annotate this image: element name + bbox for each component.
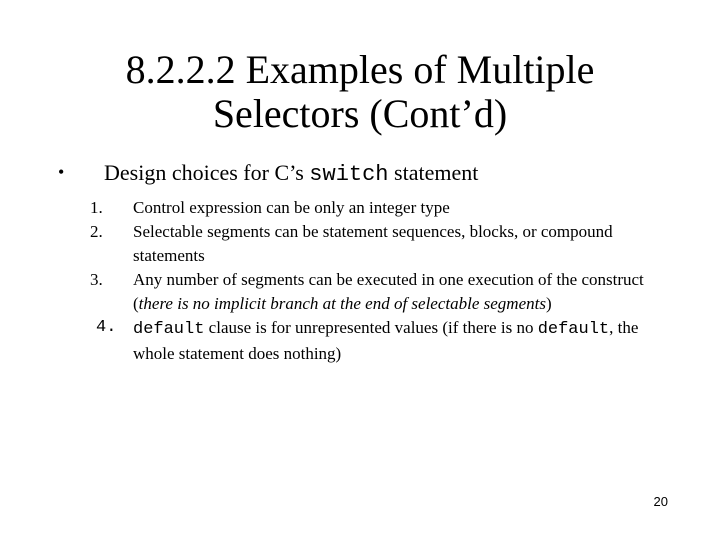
list-item-number: 4. bbox=[96, 318, 117, 337]
list-item-italic-text: there is no implicit branch at the end of selectable segments bbox=[138, 294, 546, 313]
title-line-2: Selectors (Cont’d) bbox=[212, 91, 508, 136]
title-line-1: 8.2.2.2 Examples of Multiple bbox=[125, 47, 595, 92]
list-item bbox=[0, 220, 720, 268]
list-item-text-mid: clause is for unrepresented values (if there is no bbox=[204, 318, 538, 337]
code-default: default bbox=[133, 320, 205, 339]
page-number: 20 bbox=[653, 494, 668, 509]
code-default: default bbox=[537, 320, 610, 339]
bullet-text-end: statement bbox=[388, 160, 479, 185]
list-item-text: Selectable segments can be statement sequences, blocks, or compound statements bbox=[133, 222, 613, 265]
bullet-code-switch: switch bbox=[309, 162, 389, 187]
main-bullet bbox=[0, 158, 720, 190]
bullet-marker: • bbox=[58, 162, 65, 182]
list-item bbox=[0, 316, 720, 366]
numbered-list bbox=[0, 196, 720, 366]
list-item-text bbox=[133, 268, 663, 316]
list-item-text-end: ) bbox=[545, 294, 552, 313]
list-item-number: 2. bbox=[90, 222, 103, 241]
slide-title bbox=[60, 48, 660, 136]
list-item-text-start: Any number of segments can be executed in one execution of the construct ( bbox=[133, 270, 644, 313]
list-item-text-end: , the whole statement does nothing) bbox=[133, 318, 639, 363]
list-item-text: Control expression can be only an integer type bbox=[133, 198, 450, 217]
bullet-text bbox=[104, 160, 478, 187]
list-item-number: 1. bbox=[90, 198, 103, 217]
list-item bbox=[0, 268, 720, 316]
list-item bbox=[0, 196, 720, 220]
list-item-text bbox=[133, 316, 663, 366]
bullet-text-start: Design choices for C’s bbox=[104, 160, 310, 185]
list-item-number: 3. bbox=[90, 270, 103, 289]
